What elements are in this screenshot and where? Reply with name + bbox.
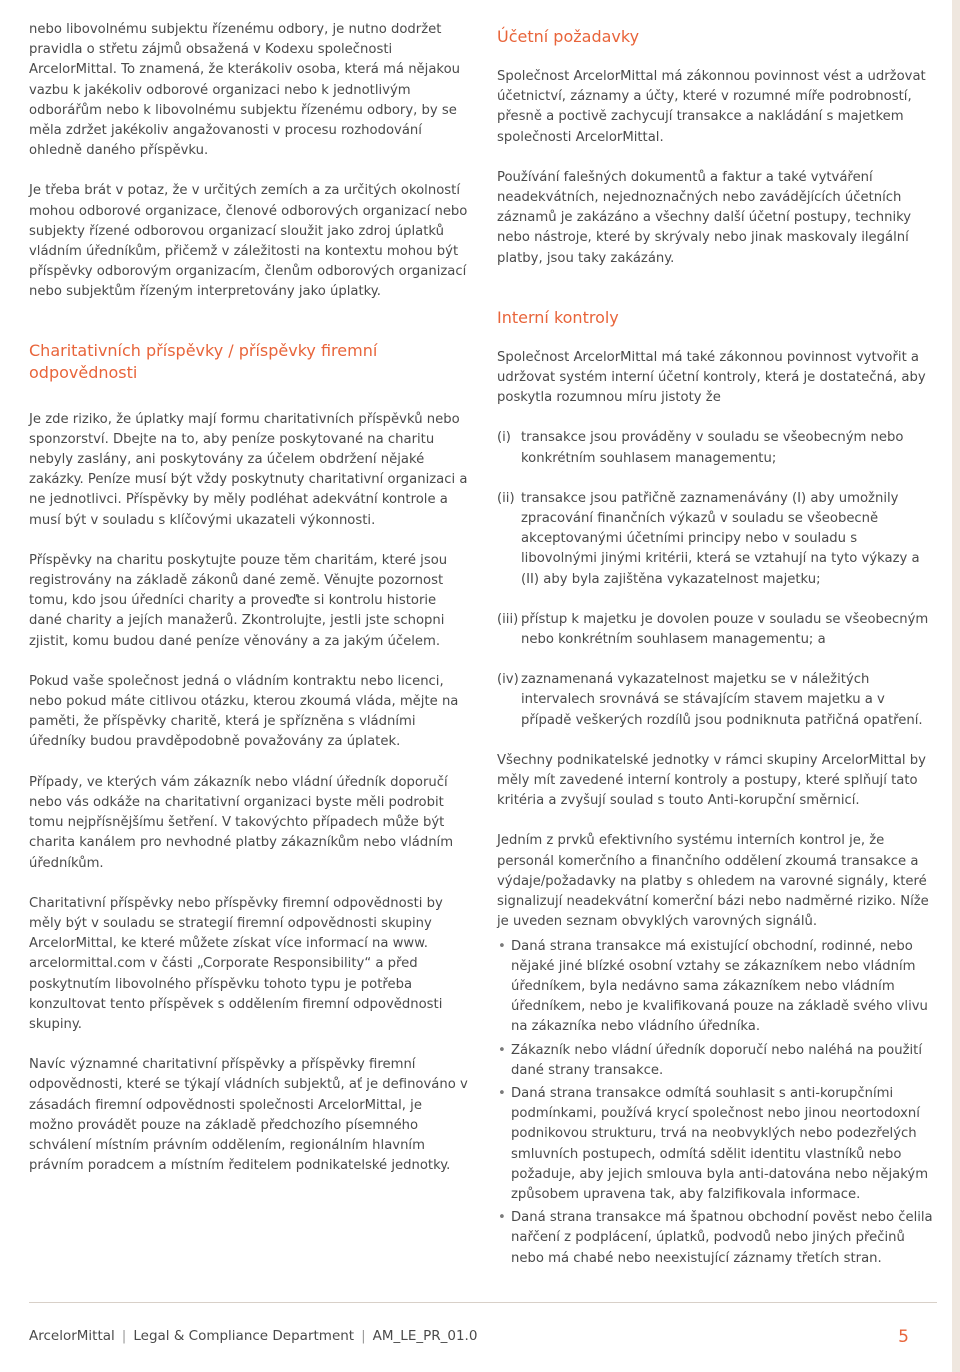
list-item: [497, 428, 937, 468]
footer-document-code: AM_LE_PR_01.0: [372, 1328, 478, 1344]
paragraph: Charitativní příspěvky nebo příspěvky firemní odpovědnosti by měly být v souladu se strategií firemní odpovědnosti skupiny ArcelorMittal, ke které můžete získat více informací na www. arcelormittal.com v části „Corporate Responsibility“ a před poskytnutím libovolného příspěvku tohoto typu je potřeba konzultovat tento příspěvek s oddělením firemní odpovědnosti skupiny.: [29, 895, 443, 1032]
section-heading-internal-controls: Interní kontroly: [497, 307, 619, 327]
paragraph: Všechny podnikatelské jednotky v rámci skupiny ArcelorMittal by měly mít zavedené interní kontroly a postupy, které splňují tato kritéria a zvyšují soulad s touto Anti-korupční směrnicí.: [497, 752, 926, 809]
list-marker: (i): [497, 430, 511, 446]
left-column: [29, 20, 469, 1176]
paragraph: Je zde riziko, že úplatky mají formu charitativních příspěvků nebo sponzorství. Dbejte na to, aby peníze poskytované na charitu nebyly zaslány, ani poskytovány za účelem obdržení nějaké zakázky. Peníze musí být vždy poskytnuty charitativní organizaci a ne jednotlivci. Příspěvky by měly podléhat adekvátní kontrole a musí být v souladu s klíčovými ukazateli výkonnosti.: [29, 411, 468, 528]
paragraph: Případy, ve kterých vám zákazník nebo vládní úředník doporučí nebo vás odkáže na charitativní organizaci byste měli podrobit tomu nejpřísnějšímu šetření. V takovýchto případech může být charita kanálem pro nevhodné platby zákazníkům nebo vládním úředníkům.: [29, 774, 454, 871]
bullet-icon: •: [498, 938, 506, 954]
bullet-icon: •: [498, 1210, 506, 1226]
paragraph: Příspěvky na charitu poskytujte pouze těm charitám, které jsou registrovány na základě zákonů dané země. Věnujte pozornost tomu, kdo jsou úředníci charity a proveďte si kontrolu historie dané charity a jejích manažerů. Zkontrolujte, jestli jste schopni zjistit, komu budou dané peníze věnovány a za jakým účelem.: [29, 552, 448, 649]
page-edge-strip: [952, 0, 960, 1372]
bullet-item: [497, 937, 937, 1038]
bullet-list: [497, 937, 937, 1269]
paragraph: Jedním z prvků efektivního systému interních kontrol je, že personál komerčního a finančního oddělení zkoumá transakce a výdaje/požadavky na platby s ohledem na varovné signály, které signalizují neadekvátní komerční bázi nebo nadměrné riziko. Níže je uveden seznam obvyklých varovných signálů.: [497, 833, 929, 930]
bullet-icon: •: [498, 1085, 506, 1101]
list-item-text: transakce jsou prováděny v souladu se všeobecným nebo konkrétním souhlasem managementu;: [521, 430, 904, 466]
section-heading-charity: Charitativních příspěvky / příspěvky firemní odpovědnosti: [29, 340, 378, 382]
list-item-text: zaznamenaná vykazatelnost majetku se v náležitých intervalech srovnává se stávajícím stavem majetku a v případě veškerých rozdílů jsou podniknuta patřičná opatření.: [521, 672, 923, 728]
bullet-text: Zákazník nebo vládní úředník doporučí nebo naléhá na použití dané strany transakce.: [511, 1042, 923, 1078]
list-marker: (iii): [497, 611, 519, 627]
list-item-text: přístup k majetku je dovolen pouze v souladu se všeobecným nebo konkrétním souhlasem managementu; a: [521, 611, 929, 648]
footer-separator: |: [121, 1328, 127, 1344]
list-item-text: transakce jsou patřičně zaznamenávány (I) aby umožnily zpracování finančních výkazů v souladu se všeobecně akceptovanými účetními principy nebo v souladu s libovolnými jinými kritérii, která se vztahují na tyto výkazy a (II) aby byla zajištěna vykazatelnost majetku;: [521, 490, 920, 587]
paragraph: Pokud vaše společnost jedná o vládním kontraktu nebo licenci, nebo pokud máte citlivou otázku, kterou zkoumá vláda, mějte na paměti, že příspěvky charitě, která je spřízněna s vládními úředníky budou pravděpodobně považovány za úplatek.: [29, 673, 459, 750]
paragraph: Společnost ArcelorMittal má také zákonnou povinnost vytvořit a udržovat systém interní účetní kontroly, která je dostatečná, aby poskytla rozumnou míru jistoty že: [497, 349, 926, 406]
paragraph: Je třeba brát v potaz, že v určitých zemích a za určitých okolností mohou odborové organizace, členové odborových organizací nebo subjekty řízené odborovou organizací sloužit jako zdroj úplatků vládním úředníkům, přičemž v záležitosti na kontextu mohou být příspěvky odborovým organizacím, členům odborových organizací nebo subjektům řízeným interpretovány jako úplatky.: [29, 183, 468, 300]
list-marker: (iv): [497, 672, 519, 688]
paragraph: nebo libovolnému subjektu řízenému odbory, je nutno dodržet pravidla o střetu zájmů obsažená v Kodexu společnosti ArcelorMittal. To znamená, že kterákoliv osoba, která má nějakou vazbu k jakékoliv odborové organizaci nebo k jednotlivým odborářům nebo k libovolnému subjektu řízenému odbory, by se měla zdržet jakékoliv angažovanosti v procesu rozhodování ohledně daného příspěvku.: [29, 22, 460, 159]
footer-separator: |: [361, 1328, 366, 1344]
bullet-item: [497, 1084, 937, 1205]
bullet-icon: •: [498, 1042, 506, 1058]
paragraph: Navíc významné charitativní příspěvky a příspěvky firemní odpovědnosti, které se týkají vládních subjektů, ať je definováno v zásadách firemní odpovědnosti společnosti ArcelorMittal, je možno provádět pouze na základě předchozího písemného schválení místním právním oddělením, regionálním hlavním právním poradcem a místním ředitelem podnikatelské jednotky.: [29, 1057, 468, 1174]
bullet-item: [497, 1208, 937, 1269]
bullet-text: Daná strana transakce má špatnou obchodní pověst nebo čelila nařčení z podplácení, úplatků, podvodů nebo jiných přečinů nebo má chabé nebo neexistující záznamy třetích stran.: [511, 1210, 933, 1266]
paragraph: Používání falešných dokumentů a faktur a také vytváření neadekvátních, nejednoznačných nebo zavádějících účetních záznamů je zakázáno a všechny další účetní postupy, techniky nebo nástroje, které by skrývaly nebo jinak maskovaly ilegální platby, jsou taky zakázány.: [497, 169, 912, 266]
list-item: [497, 610, 937, 650]
footer-divider: [29, 1302, 937, 1303]
right-column: [497, 20, 937, 1272]
list-item: [497, 670, 937, 731]
bullet-item: [497, 1041, 937, 1081]
list-marker: (ii): [497, 490, 515, 506]
footer-company: ArcelorMittal: [29, 1328, 115, 1344]
bullet-text: Daná strana transakce má existující obchodní, rodinné, nebo nějaké jiné blízké osobní vztahy se zákazníkem nebo vládním úředníkem, byla nedávno sama zákazníkem nebo vládním úředníkem, nebo je kvalifikovaná pouze na základě svého vlivu na zákazníka nebo vládního úředníka.: [511, 938, 928, 1035]
footer: [29, 1327, 477, 1345]
page-number: 5: [898, 1327, 909, 1347]
section-heading-accounting: Účetní požadavky: [497, 27, 640, 46]
list-item: [497, 489, 937, 590]
paragraph: Společnost ArcelorMittal má zákonnou povinnost vést a udržovat účetnictví, záznamy a účty, které v rozumné míře podrobností, přesně a poctivě zachycují transakce a nakládání s majetkem společnosti ArcelorMittal.: [497, 69, 926, 145]
bullet-text: Daná strana transakce odmítá souhlasit s anti-korupčními podmínkami, používá krycí společnost nebo jinou neortodoxní podnikovou strukturu, trvá na neobvyklých nebo podezřelých smluvních postupech, odmítá sdělit identitu vlastníků nebo požaduje, aby jejich smlouva byla anti-datována nebo nějakým způsobem upravena tak, aby falzifikovala informace.: [511, 1085, 929, 1202]
footer-department: Legal & Compliance Department: [133, 1328, 355, 1344]
numbered-list: [497, 428, 937, 730]
